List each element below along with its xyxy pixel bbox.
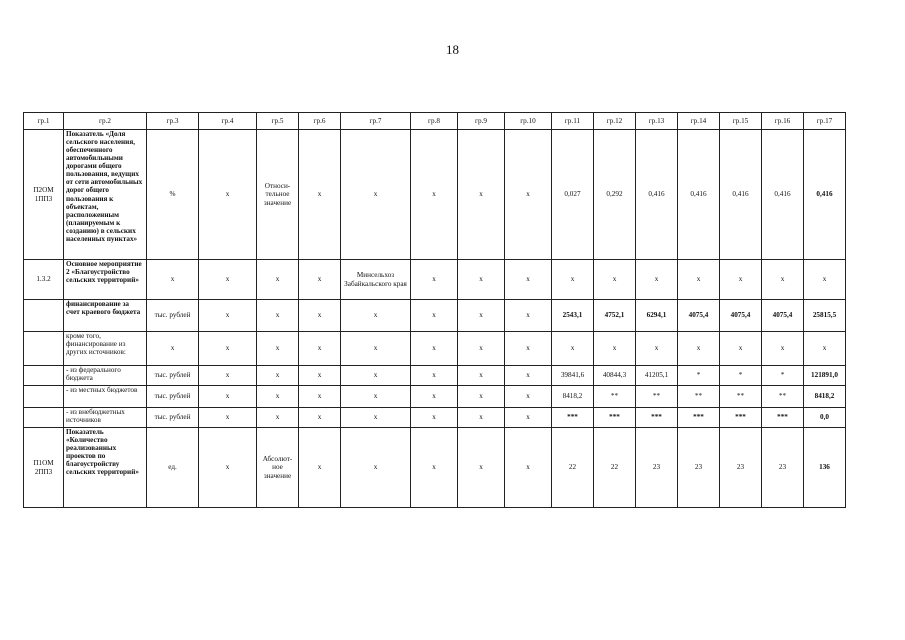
table-cell: **	[720, 386, 762, 408]
table-cell: ***	[552, 408, 594, 428]
table-cell: х	[299, 300, 341, 332]
table-cell: 8418,2	[552, 386, 594, 408]
table-cell: - из федерального бюджета	[64, 366, 147, 386]
table-cell: х	[199, 386, 257, 408]
table-cell: *	[720, 366, 762, 386]
table-cell: х	[199, 130, 257, 260]
table-cell: х	[458, 300, 505, 332]
table-cell: х	[299, 366, 341, 386]
table-cell: %	[147, 130, 199, 260]
table-cell: х	[411, 130, 458, 260]
table-cell: Основное мероприятие 2 «Благоустройство сельских территорий»	[64, 260, 147, 300]
table-cell: 23	[720, 428, 762, 508]
table-cell: х	[341, 332, 411, 366]
table-cell: х	[341, 428, 411, 508]
table-cell: х	[552, 332, 594, 366]
table-cell: тыс. рублей	[147, 408, 199, 428]
table-cell: 4752,1	[594, 300, 636, 332]
column-header-3: гр.3	[147, 113, 199, 130]
table-cell	[24, 300, 64, 332]
column-header-12: гр.12	[594, 113, 636, 130]
table-cell: х	[299, 428, 341, 508]
table-cell: х	[594, 260, 636, 300]
table-cell: х	[505, 260, 552, 300]
table-cell: х	[458, 386, 505, 408]
table-cell: х	[199, 332, 257, 366]
table-row	[24, 386, 846, 408]
table-cell: 136	[804, 428, 846, 508]
table-cell: х	[411, 260, 458, 300]
table-row	[24, 366, 846, 386]
table-cell: Абсолют-ное значение	[257, 428, 299, 508]
table-cell: х	[257, 366, 299, 386]
table-cell: х	[458, 332, 505, 366]
table-cell: 39841,6	[552, 366, 594, 386]
table-cell: х	[199, 408, 257, 428]
table-cell: х	[505, 300, 552, 332]
table-cell: *	[762, 366, 804, 386]
column-header-4: гр.4	[199, 113, 257, 130]
table-cell: х	[299, 332, 341, 366]
table-cell: х	[720, 260, 762, 300]
table-cell: **	[636, 386, 678, 408]
table-cell: 8418,2	[804, 386, 846, 408]
table-cell: х	[257, 332, 299, 366]
table-cell: 40844,3	[594, 366, 636, 386]
table-cell: х	[804, 332, 846, 366]
table-cell: х	[257, 408, 299, 428]
table-cell: х	[762, 332, 804, 366]
data-table	[23, 112, 846, 508]
table-cell: х	[636, 260, 678, 300]
table-cell: х	[720, 332, 762, 366]
table-cell: ***	[594, 408, 636, 428]
table-cell: х	[411, 386, 458, 408]
table-cell: 0,416	[678, 130, 720, 260]
table-cell: х	[341, 386, 411, 408]
table-cell: финансирование за счет краевого бюджета	[64, 300, 147, 332]
table-cell	[24, 366, 64, 386]
table-cell: х	[458, 428, 505, 508]
table-cell: х	[411, 366, 458, 386]
column-header-2: гр.2	[64, 113, 147, 130]
table-cell: тыс. рублей	[147, 386, 199, 408]
column-header-14: гр.14	[678, 113, 720, 130]
table-cell: х	[678, 332, 720, 366]
table-cell: х	[257, 300, 299, 332]
table-cell: х	[458, 408, 505, 428]
table-cell: х	[505, 408, 552, 428]
table-cell: - из внебюджетных источников	[64, 408, 147, 428]
table-cell: х	[762, 260, 804, 300]
table-cell	[24, 332, 64, 366]
table-cell: х	[199, 300, 257, 332]
table-cell	[24, 386, 64, 408]
table-cell: 41205,1	[636, 366, 678, 386]
table-cell: **	[594, 386, 636, 408]
column-header-10: гр.10	[505, 113, 552, 130]
table-row	[24, 300, 846, 332]
table-cell: 0,292	[594, 130, 636, 260]
table-cell: х	[199, 428, 257, 508]
table-cell: 0,416	[762, 130, 804, 260]
table-row	[24, 130, 846, 260]
table-cell: ***	[720, 408, 762, 428]
column-header-11: гр.11	[552, 113, 594, 130]
table-cell: х	[594, 332, 636, 366]
table-cell: х	[411, 428, 458, 508]
table-cell: 4075,4	[762, 300, 804, 332]
table-cell: ед.	[147, 428, 199, 508]
table-cell: х	[257, 386, 299, 408]
table-cell: 0,0	[804, 408, 846, 428]
table-cell: х	[299, 260, 341, 300]
table-cell: х	[341, 130, 411, 260]
table-cell: Показатель «Количество реализованных проектов по благоустройству сельских территорий»	[64, 428, 147, 508]
table-cell: х	[505, 428, 552, 508]
table-cell: 4075,4	[678, 300, 720, 332]
table-cell: ***	[636, 408, 678, 428]
table-cell: х	[505, 332, 552, 366]
table-cell: х	[147, 260, 199, 300]
table-row	[24, 408, 846, 428]
table-cell: **	[762, 386, 804, 408]
column-header-8: гр.8	[411, 113, 458, 130]
table-cell: тыс. рублей	[147, 300, 199, 332]
column-header-6: гр.6	[299, 113, 341, 130]
table-cell: 121891,0	[804, 366, 846, 386]
table-cell: 23	[762, 428, 804, 508]
table-cell: х	[411, 300, 458, 332]
table-cell: х	[458, 260, 505, 300]
table-cell: х	[341, 408, 411, 428]
table-cell: 23	[636, 428, 678, 508]
table-cell: х	[147, 332, 199, 366]
table-cell: 25815,5	[804, 300, 846, 332]
table-cell: х	[458, 130, 505, 260]
table-row	[24, 260, 846, 300]
table-cell: ***	[762, 408, 804, 428]
table-cell: х	[299, 130, 341, 260]
table-row	[24, 428, 846, 508]
table-cell: П1ОМ 2ПП3	[24, 428, 64, 508]
page-number: 18	[446, 42, 459, 57]
table-cell: 2543,1	[552, 300, 594, 332]
table-row	[24, 332, 846, 366]
column-header-7: гр.7	[341, 113, 411, 130]
table-cell: х	[257, 260, 299, 300]
table-cell: 6294,1	[636, 300, 678, 332]
table-cell: 23	[678, 428, 720, 508]
table-cell: - из местных бюджетов	[64, 386, 147, 408]
table-cell: х	[804, 260, 846, 300]
table-cell: тыс. рублей	[147, 366, 199, 386]
table-cell: 0,416	[720, 130, 762, 260]
column-header-5: гр.5	[257, 113, 299, 130]
table-cell: кроме того, финансирование из других источников:	[64, 332, 147, 366]
table-cell: х	[552, 260, 594, 300]
table-cell: х	[505, 386, 552, 408]
table-cell: х	[299, 386, 341, 408]
table-cell: Относи-тельное значение	[257, 130, 299, 260]
table-cell: 1.3.2	[24, 260, 64, 300]
column-header-16: гр.16	[762, 113, 804, 130]
table-cell: Минсельхоз Забайкальского края	[341, 260, 411, 300]
table-cell: х	[411, 332, 458, 366]
table-cell: 22	[552, 428, 594, 508]
table-cell: х	[299, 408, 341, 428]
table-cell	[24, 408, 64, 428]
table-cell: 0,416	[804, 130, 846, 260]
table-cell: х	[678, 260, 720, 300]
table-cell: х	[505, 130, 552, 260]
table-cell: х	[505, 366, 552, 386]
column-header-13: гр.13	[636, 113, 678, 130]
table-cell: Показатель «Доля сельского населения, обеспеченного автомобильными дорогами общего пользования, ведущих от сети автомобильных дорог общего пользования к объектам, расположенным (планируемым к созданию) в сельских населенных пунктах»	[64, 130, 147, 260]
table-cell: П2ОМ 1ПП3	[24, 130, 64, 260]
column-header-15: гр.15	[720, 113, 762, 130]
table-cell: *	[678, 366, 720, 386]
table-cell: **	[678, 386, 720, 408]
table-cell: х	[199, 260, 257, 300]
column-header-9: гр.9	[458, 113, 505, 130]
table-cell: х	[199, 366, 257, 386]
table-cell: 4075,4	[720, 300, 762, 332]
table-cell: 0,416	[636, 130, 678, 260]
table-cell: 0,027	[552, 130, 594, 260]
table-cell: ***	[678, 408, 720, 428]
table-cell: 22	[594, 428, 636, 508]
table-cell: х	[458, 366, 505, 386]
table-cell: х	[341, 366, 411, 386]
table-cell: х	[341, 300, 411, 332]
column-header-1: гр.1	[24, 113, 64, 130]
table-cell: х	[636, 332, 678, 366]
table-cell: х	[411, 408, 458, 428]
header-row	[24, 113, 846, 130]
column-header-17: гр.17	[804, 113, 846, 130]
